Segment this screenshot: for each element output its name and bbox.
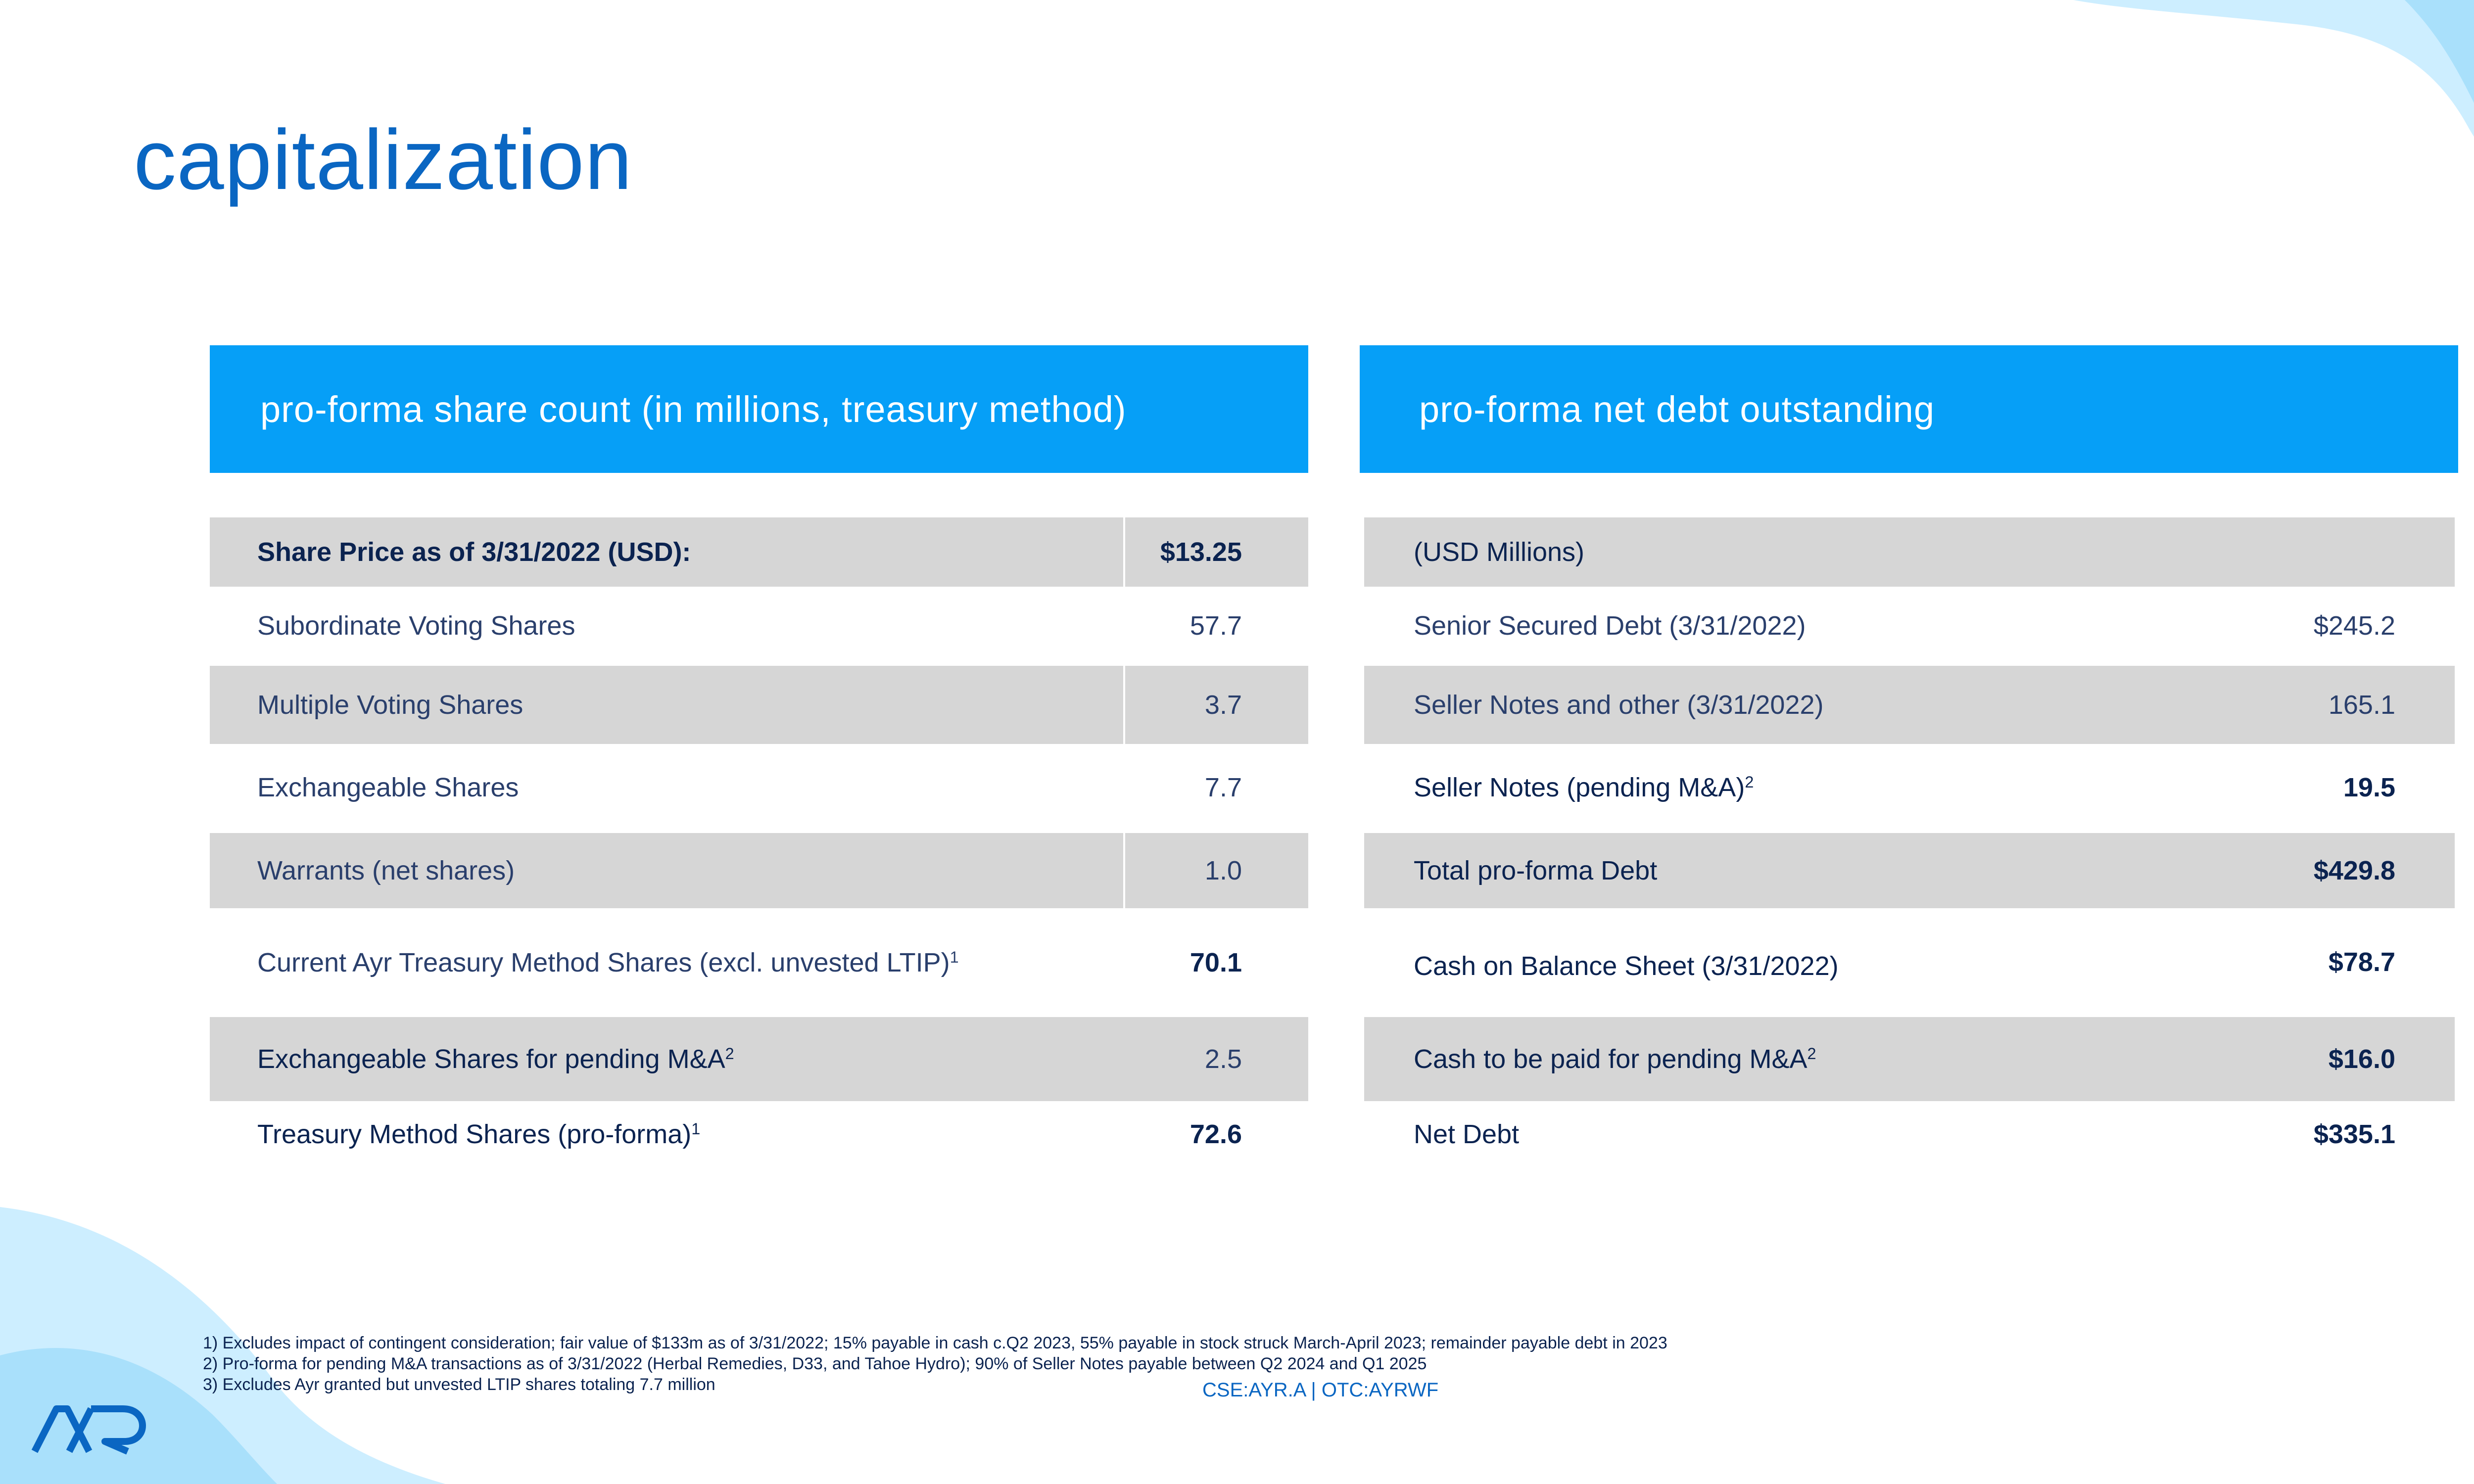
row-value: $429.8 [2313, 856, 2395, 885]
row-label: Share Price as of 3/31/2022 (USD): [257, 537, 691, 567]
table-row [1364, 666, 2455, 744]
row-value: 19.5 [2343, 773, 2395, 802]
table-row [1364, 1017, 2455, 1101]
table-row [210, 833, 1308, 908]
row-label: Multiple Voting Shares [257, 690, 523, 720]
row-value: $78.7 [2328, 947, 2395, 977]
top-right-wave [2073, 0, 2474, 257]
table-row [1364, 928, 2455, 1002]
row-label: Current Ayr Treasury Method Shares (excl. unvested LTIP)$^1$ [257, 948, 959, 977]
row-value: 2.5 [1204, 1044, 1242, 1074]
row-value: 70.1 [1189, 948, 1242, 977]
table-row [210, 1017, 1308, 1101]
row-label: Cash to be paid for pending $M\&A^2$ [1414, 1044, 1816, 1074]
row-value: $335.1 [2313, 1119, 2395, 1149]
row-label: Total pro-forma Debt [1414, 856, 1658, 885]
share-count-heading: pro-forma share count (in millions, treasury method) [260, 388, 1127, 430]
row-label: (USD Millions) [1414, 537, 1585, 567]
share-count-header [210, 345, 1308, 473]
row-value: 57.7 [1189, 611, 1242, 641]
row-value: 1.0 [1204, 856, 1242, 885]
table-row [210, 666, 1308, 744]
row-label: Subordinate Voting Shares [257, 611, 575, 641]
row-value: $245.2 [2313, 611, 2395, 641]
row-label: Warrants (net shares) [257, 856, 515, 885]
table-row [1364, 833, 2455, 908]
footnote: 3) Excludes Ayr granted but unvested LTIP shares totaling 7.7 million [203, 1375, 715, 1394]
footnote: 1) Excludes impact of contingent consideration; fair value of $133m as of 3/31/2022; 15% payable in cash c.Q2 2023, 55% payable in stock struck March-April 2023; remainder payable debt in 2023 [203, 1334, 1667, 1352]
row-value: $13.25 [1160, 537, 1242, 567]
footnotes [203, 1333, 1667, 1395]
table-row [210, 589, 1308, 663]
column-divider [1123, 833, 1125, 908]
column-divider [1123, 666, 1125, 744]
row-label: Seller Notes and other (3/31/2022) [1414, 690, 1824, 720]
row-label: Senior Secured Debt (3/31/2022) [1414, 611, 1806, 641]
net-debt-header [1360, 345, 2458, 473]
row-label: Cash on Balance Sheet (3/31/2022) [1414, 951, 1839, 981]
row-label: Seller Notes (pending M&A)$^2$ [1414, 773, 1754, 802]
page-title: capitalization [134, 112, 633, 207]
ticker-symbols: CSE:AYR.A | OTC:AYRWF [1202, 1379, 1439, 1401]
row-label: Treasury Method Shares (pro-forma)$^1$ [257, 1119, 701, 1149]
row-value: 7.7 [1204, 773, 1242, 802]
ayr-logo-icon [31, 1403, 149, 1457]
table-row [210, 748, 1308, 827]
table-row [210, 517, 1308, 587]
row-value: 3.7 [1204, 690, 1242, 720]
table-row [1364, 748, 2455, 827]
table-row [1364, 589, 2455, 663]
row-value: 165.1 [2328, 690, 2395, 720]
column-divider [1123, 517, 1125, 587]
table-row [210, 1097, 1308, 1171]
table-row [210, 923, 1308, 1002]
row-label: Exchangeable Shares for pending $M\&A^2$ [257, 1044, 734, 1074]
table-row [1364, 517, 2455, 587]
row-value: 72.6 [1189, 1119, 1242, 1149]
table-row [1364, 1097, 2455, 1171]
footnote: 2) Pro-forma for pending M&A transactions as of 3/31/2022 (Herbal Remedies, D33, and Tahoe Hydro); 90% of Seller Notes payable between Q2 2024 and Q1 2025 [203, 1354, 1427, 1373]
row-label: Exchangeable Shares [257, 773, 519, 802]
net-debt-heading: pro-forma net debt outstanding [1419, 388, 1935, 430]
row-label: Net Debt [1414, 1119, 1520, 1149]
row-value: $16.0 [2328, 1044, 2395, 1074]
